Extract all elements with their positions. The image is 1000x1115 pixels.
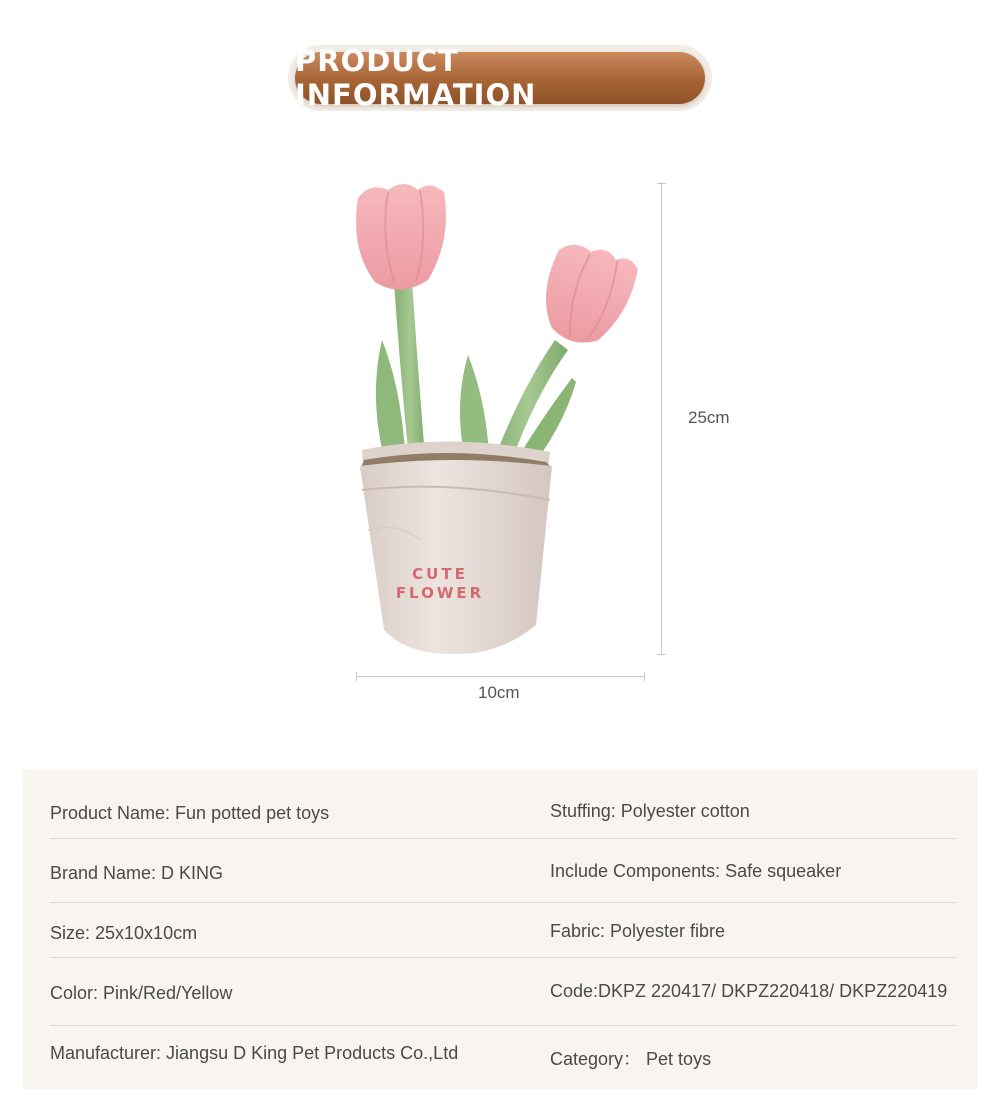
width-dimension-cap-right — [644, 672, 645, 681]
pot-text-line2: FLOWER — [395, 584, 485, 602]
width-dimension-cap-left — [356, 672, 357, 681]
spec-category: Category： Pet toys — [550, 1049, 712, 1069]
spec-divider — [50, 902, 957, 903]
pot-text-line1: CUTE — [412, 565, 468, 583]
width-label: 10cm — [478, 683, 520, 702]
spec-divider — [50, 1025, 957, 1026]
product-image — [340, 170, 660, 670]
height-dimension-line — [661, 183, 662, 654]
spec-color: Color: Pink/Red/Yellow — [50, 983, 233, 1003]
spec-brand-name: Brand Name: D KING — [50, 863, 224, 883]
title-banner — [295, 44, 705, 112]
height-label: 25cm — [688, 408, 730, 427]
spec-size: Size: 25x10x10cm — [50, 923, 198, 943]
width-dimension-line — [356, 676, 644, 677]
page-title: PRODUCT INFORMATION — [295, 44, 537, 112]
spec-code: Code:DKPZ 220417/ DKPZ220418/ DKPZ220419 — [550, 981, 948, 1001]
spec-product-name: Product Name: Fun potted pet toys — [50, 803, 330, 823]
height-dimension-cap-bottom — [657, 654, 666, 655]
tulip-right — [532, 236, 642, 354]
height-dimension-cap-top — [657, 183, 666, 184]
tulip-left — [356, 184, 446, 290]
pot — [360, 441, 552, 654]
spec-fabric: Fabric: Polyester fibre — [550, 921, 726, 941]
spec-divider — [50, 838, 957, 839]
spec-stuffing: Stuffing: Polyester cotton — [550, 801, 750, 821]
spec-components: Include Components: Safe squeaker — [550, 861, 842, 881]
spec-panel — [23, 770, 978, 1089]
spec-manufacturer: Manufacturer: Jiangsu D King Pet Products Co.,Ltd — [50, 1043, 459, 1063]
spec-divider — [50, 957, 957, 958]
